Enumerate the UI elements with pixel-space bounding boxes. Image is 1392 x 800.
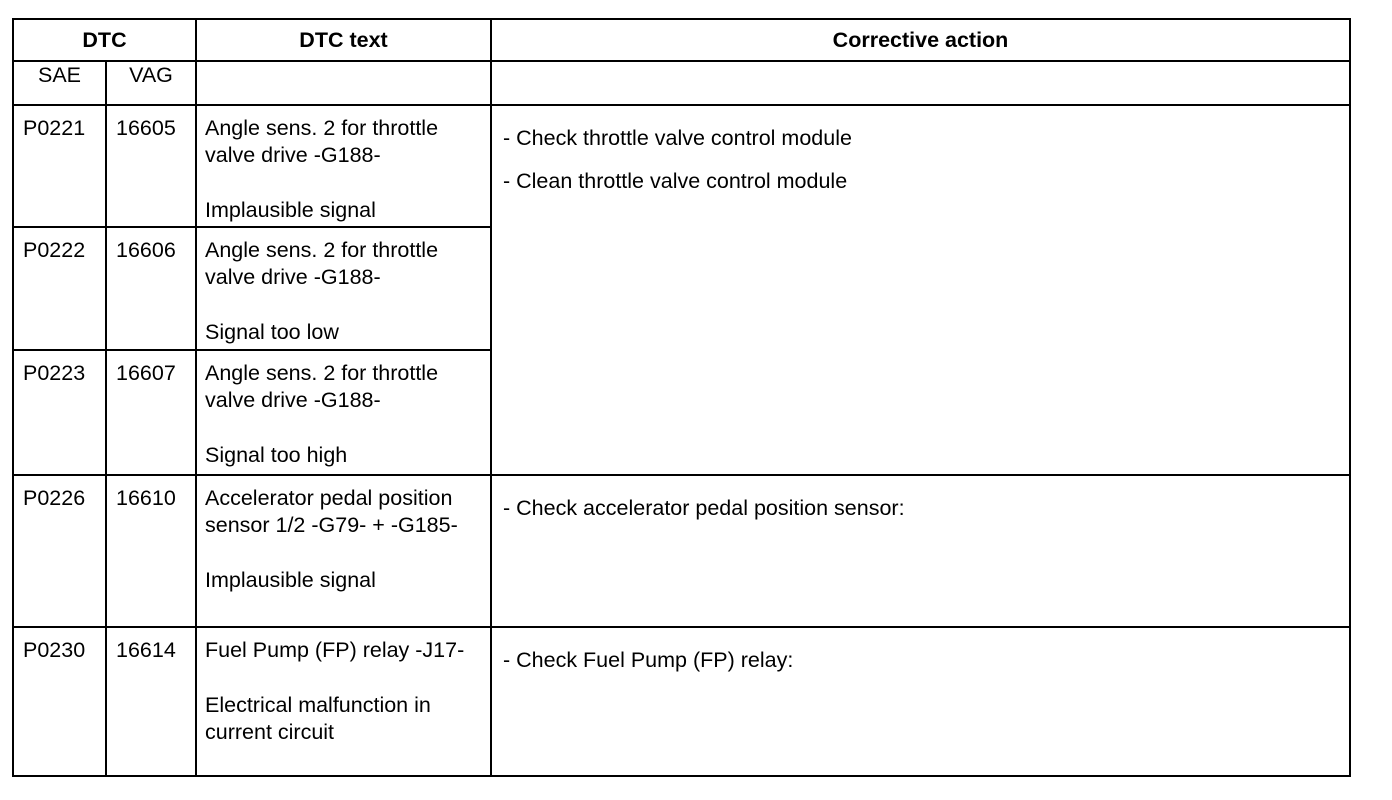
- dtc-text-cell: [196, 227, 491, 350]
- dtc-text-sub: Electrical malfunction in current circuit: [205, 693, 431, 744]
- corrective-action-cell: [491, 475, 1350, 627]
- header-corrective-action: Corrective action: [491, 19, 1350, 61]
- table-row: [13, 627, 1350, 776]
- action-line: - Clean throttle valve control module: [503, 169, 848, 193]
- dtc-text-main: Accelerator pedal position sensor 1/2 -G79- + -G185-: [205, 486, 458, 537]
- dtc-text-main: Fuel Pump (FP) relay -J17-: [205, 638, 465, 662]
- dtc-text-cell: [196, 105, 491, 227]
- dtc-text-cell: [196, 350, 491, 475]
- dtc-text-sub: Signal too high: [205, 443, 348, 467]
- header-sae: SAE: [13, 61, 106, 105]
- subheader-empty-text: [196, 61, 491, 105]
- header-vag: VAG: [106, 61, 196, 105]
- dtc-text-cell: [196, 475, 491, 627]
- dtc-text-main: Angle sens. 2 for throttle valve drive -G188-: [205, 116, 439, 167]
- sae-code: P0221: [13, 105, 106, 227]
- dtc-text-sub: Signal too low: [205, 320, 339, 344]
- dtc-text-main: Angle sens. 2 for throttle valve drive -G188-: [205, 238, 439, 289]
- corrective-action-cell: [491, 105, 1350, 475]
- sae-code: P0226: [13, 475, 106, 627]
- dtc-text-main: Angle sens. 2 for throttle valve drive -G188-: [205, 361, 439, 412]
- corrective-action-cell: [491, 627, 1350, 776]
- vag-code: 16614: [106, 627, 196, 776]
- vag-code: 16606: [106, 227, 196, 350]
- sae-code: P0223: [13, 350, 106, 475]
- sae-code: P0230: [13, 627, 106, 776]
- table-row: [13, 475, 1350, 627]
- vag-code: 16610: [106, 475, 196, 627]
- vag-code: 16607: [106, 350, 196, 475]
- header-dtc: DTC: [13, 19, 196, 61]
- header-dtc-text: DTC text: [196, 19, 491, 61]
- dtc-text-cell: [196, 627, 491, 776]
- dtc-text-sub: Implausible signal: [205, 198, 376, 222]
- action-line: - Check Fuel Pump (FP) relay:: [503, 648, 794, 672]
- dtc-table: [12, 18, 1351, 777]
- table-row: [13, 105, 1350, 227]
- subheader-row: [13, 61, 1350, 105]
- action-line: - Check throttle valve control module: [503, 126, 852, 150]
- action-line: - Check accelerator pedal position sensor:: [503, 496, 905, 520]
- subheader-empty-action: [491, 61, 1350, 105]
- dtc-text-sub: Implausible signal: [205, 568, 376, 592]
- header-row: [13, 19, 1350, 61]
- sae-code: P0222: [13, 227, 106, 350]
- vag-code: 16605: [106, 105, 196, 227]
